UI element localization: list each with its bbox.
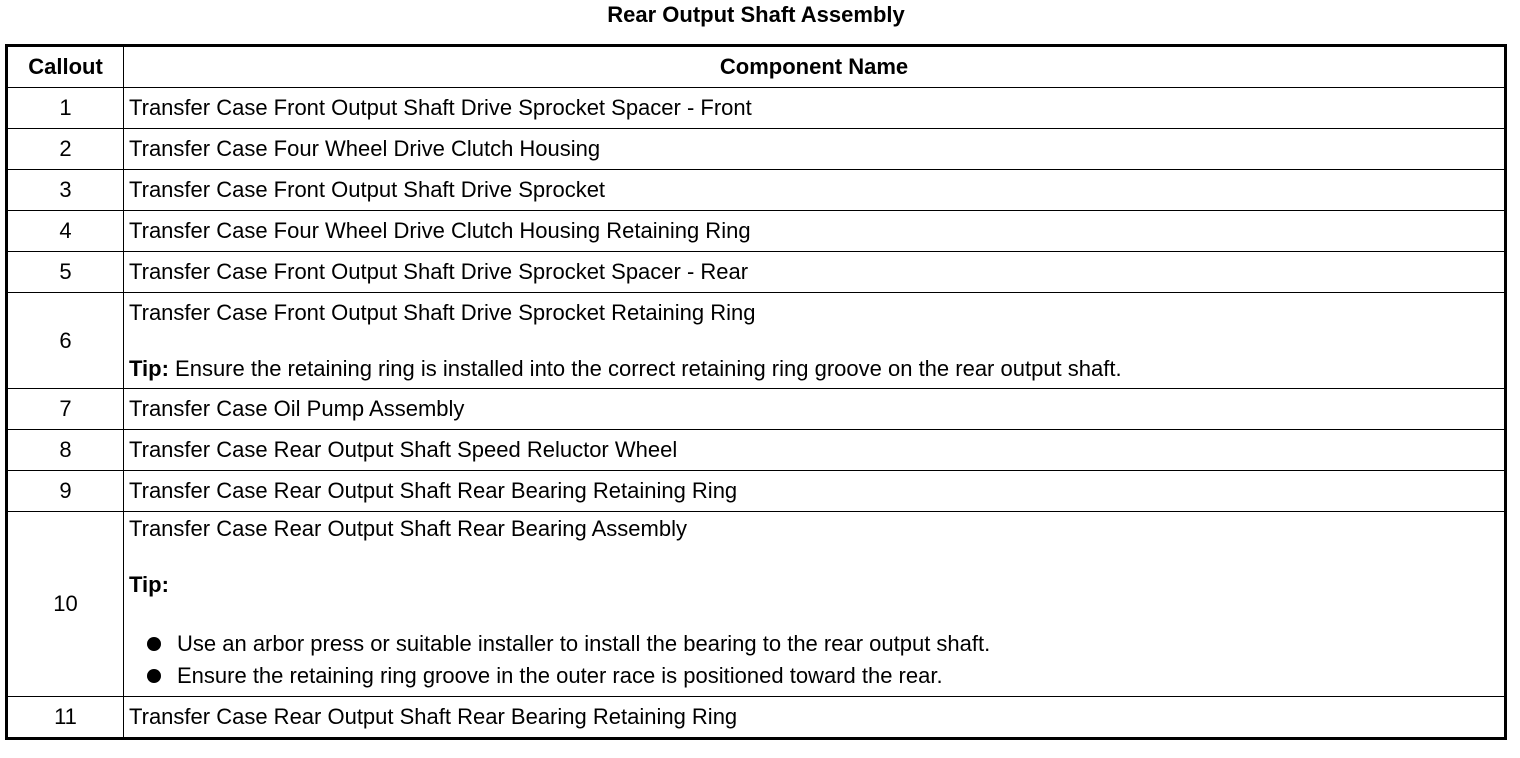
table-header-row xyxy=(7,46,1506,88)
tip-label: Tip: xyxy=(129,572,169,597)
list-item xyxy=(129,660,1504,692)
component-name: Transfer Case Four Wheel Drive Clutch Housing xyxy=(124,129,1506,170)
component-name: Transfer Case Front Output Shaft Drive Sprocket Spacer - Front xyxy=(124,88,1506,129)
table-row xyxy=(7,697,1506,739)
callout-number: 9 xyxy=(7,471,124,512)
bullet-text: Use an arbor press or suitable installer to install the bearing to the rear output shaft. xyxy=(177,631,991,656)
component-table xyxy=(5,44,1507,740)
callout-number: 1 xyxy=(7,88,124,129)
table-row xyxy=(7,211,1506,252)
component-cell xyxy=(124,293,1506,389)
callout-number: 3 xyxy=(7,170,124,211)
table-row xyxy=(7,430,1506,471)
table-row xyxy=(7,252,1506,293)
table-row xyxy=(7,129,1506,170)
table-row xyxy=(7,389,1506,430)
component-cell xyxy=(124,512,1506,697)
tip-label: Tip: xyxy=(129,355,169,381)
header-callout: Callout xyxy=(7,46,124,88)
callout-number: 6 xyxy=(7,293,124,389)
bullet-icon xyxy=(147,669,161,683)
bullet-icon xyxy=(147,637,161,651)
callout-number: 5 xyxy=(7,252,124,293)
bullet-text: Ensure the retaining ring groove in the outer race is positioned toward the rear. xyxy=(177,663,943,688)
component-name: Transfer Case Front Output Shaft Drive Sprocket Retaining Ring xyxy=(129,299,756,325)
component-name: Transfer Case Rear Output Shaft Rear Bearing Assembly xyxy=(129,516,687,541)
component-name: Transfer Case Rear Output Shaft Rear Bearing Retaining Ring xyxy=(124,471,1506,512)
callout-number: 7 xyxy=(7,389,124,430)
callout-number: 10 xyxy=(7,512,124,697)
component-name: Transfer Case Front Output Shaft Drive Sprocket xyxy=(124,170,1506,211)
table-row xyxy=(7,471,1506,512)
component-name: Transfer Case Rear Output Shaft Speed Reluctor Wheel xyxy=(124,430,1506,471)
component-name: Transfer Case Rear Output Shaft Rear Bearing Retaining Ring xyxy=(124,697,1506,739)
component-name: Transfer Case Four Wheel Drive Clutch Housing Retaining Ring xyxy=(124,211,1506,252)
table-row xyxy=(7,512,1506,697)
table-row xyxy=(7,293,1506,389)
component-name: Transfer Case Front Output Shaft Drive Sprocket Spacer - Rear xyxy=(124,252,1506,293)
callout-number: 11 xyxy=(7,697,124,739)
callout-number: 8 xyxy=(7,430,124,471)
callout-number: 2 xyxy=(7,129,124,170)
callout-number: 4 xyxy=(7,211,124,252)
tip-bullet-list xyxy=(129,628,1504,692)
header-component-name: Component Name xyxy=(124,46,1506,88)
table-row xyxy=(7,88,1506,129)
tip-paragraph xyxy=(129,356,1504,382)
list-item xyxy=(129,628,1504,660)
page-title: Rear Output Shaft Assembly xyxy=(607,2,905,27)
component-name: Transfer Case Oil Pump Assembly xyxy=(124,389,1506,430)
tip-text: Ensure the retaining ring is installed into the correct retaining ring groove on the rear output shaft. xyxy=(168,355,1122,381)
table-row xyxy=(7,170,1506,211)
